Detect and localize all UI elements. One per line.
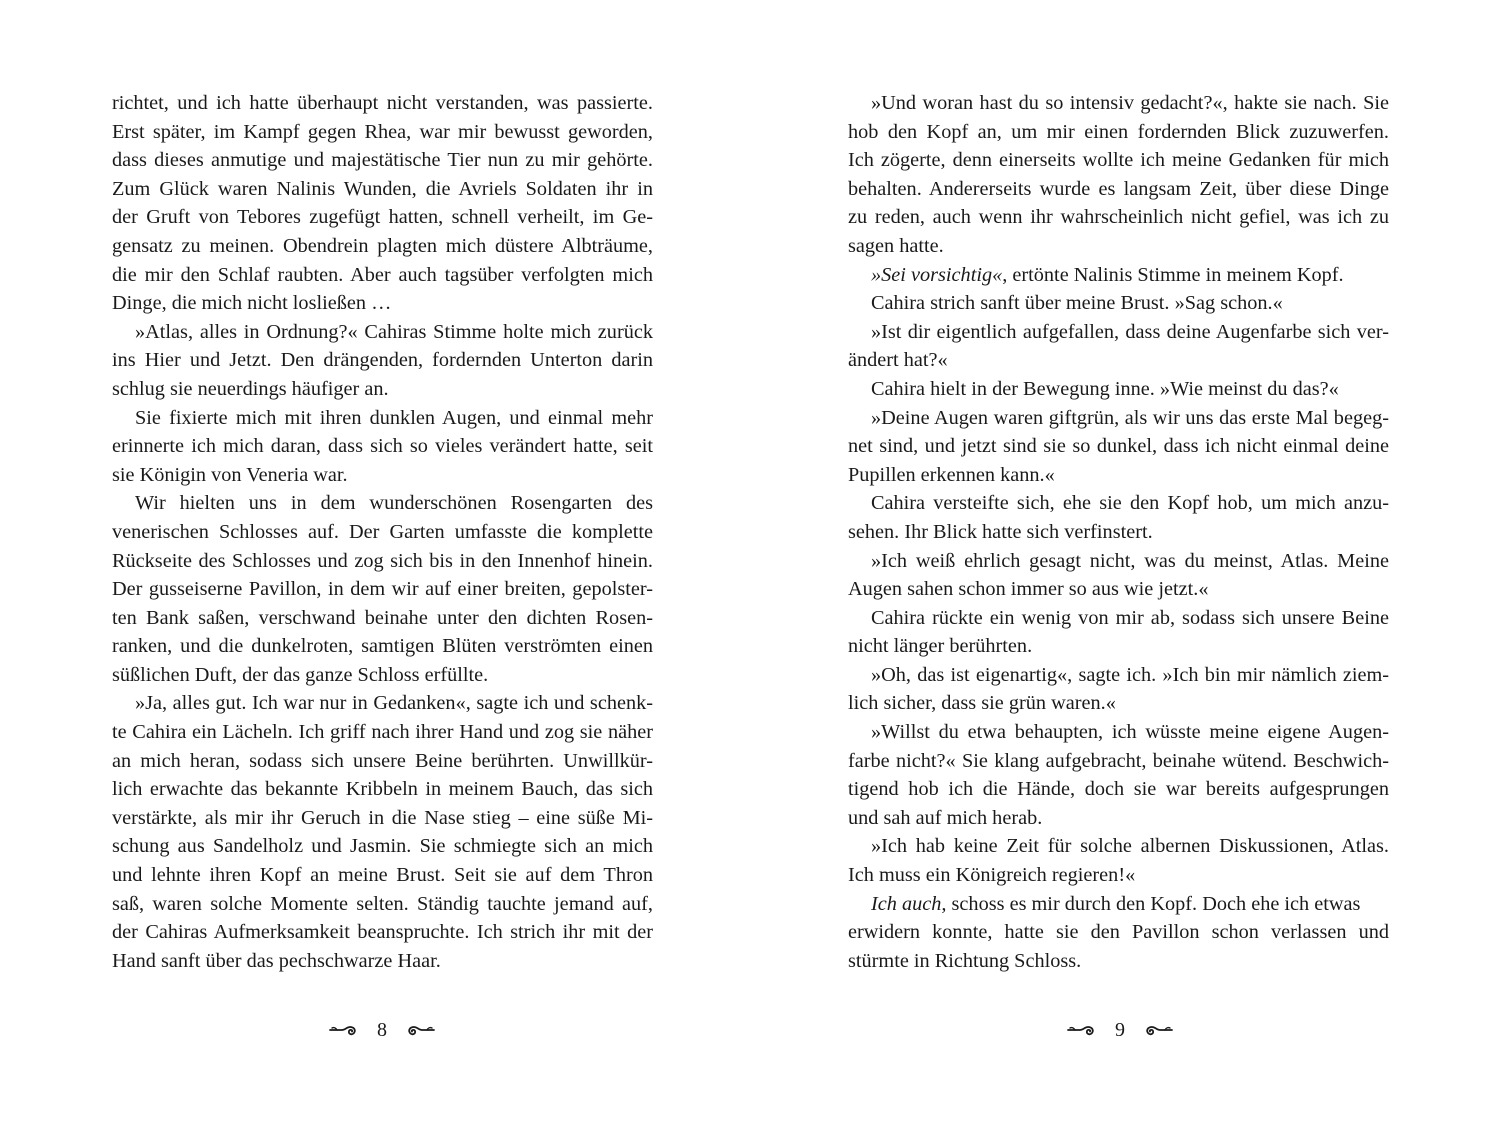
text-line: schung aus Sandelholz und Jasmin. Sie schmiegte sich an mich: [112, 835, 653, 858]
text-line: ranken, und die dunkelroten, samtigen Blüten verströmten einen: [112, 635, 653, 658]
text-line: nicht länger berührten.: [848, 635, 1033, 658]
text-line: [848, 261, 1389, 290]
text-line: Ich muss ein Königreich regieren!«: [848, 864, 1136, 887]
text-line: »Und woran hast du so intensiv gedacht?«, hakte sie nach. Sie: [871, 92, 1389, 114]
text-line: »Ich weiß ehrlich gesagt nicht, was du meinst, Atlas. Meine: [871, 549, 1389, 572]
text-line: ten Bank saßen, verschwand beinahe unter den dichten Rosen-: [112, 606, 653, 629]
text-line: Zum Glück waren Nalinis Wunden, die Avriels Soldaten ihr in: [112, 177, 653, 200]
italic-thought: Ich auch,: [871, 892, 947, 915]
text-line: »Willst du etwa behaupten, ich wüsste meine eigene Augen-: [871, 721, 1389, 744]
text-line: farbe nicht?« Sie klang aufgebracht, beinahe wütend. Beschwich-: [848, 749, 1389, 772]
text-line: sagen hatte.: [848, 234, 944, 257]
left-page-folio: [302, 1016, 462, 1044]
text-line: tigend hob ich die Hände, doch sie war bereits aufgesprungen: [848, 778, 1389, 801]
text-line: sehen. Ihr Blick hatte sich verfinstert.: [848, 520, 1153, 543]
text-line: Cahira versteifte sich, ehe sie den Kopf hob, um mich anzu-: [871, 492, 1389, 515]
text-line: lich erwachte das bekannte Kribbeln in meinem Bauch, das sich: [112, 778, 653, 801]
text-line: ändert hat?«: [848, 349, 948, 372]
text-line: zu reden, auch wenn ihr wahrscheinlich nicht gefiel, was ich zu: [848, 206, 1389, 229]
text-line: Wir hielten uns in dem wunderschönen Rosengarten des: [135, 492, 653, 515]
text-line: süßlichen Duft, der das ganze Schloss erfüllte.: [112, 663, 489, 686]
text-line: und lehnte ihren Kopf an meine Brust. Seit sie auf dem Thron: [112, 864, 653, 887]
left-page-text: [112, 89, 653, 975]
text-line: Erst später, im Kampf gegen Rhea, war mir bewusst geworden,: [112, 120, 653, 143]
text-line: behalten. Andererseits wurde es langsam Zeit, über diese Dinge: [848, 177, 1389, 200]
text-line: [848, 890, 1389, 919]
text-line: »Ist dir eigentlich aufgefallen, dass deine Augenfarbe sich ver-: [871, 320, 1389, 343]
text-line: Augen sahen schon immer so aus wie jetzt.«: [848, 578, 1209, 601]
text-line: ins Hier und Jetzt. Den drängenden, fordernden Unterton darin: [112, 349, 653, 372]
text-line: Dinge, die mich nicht losließen …: [112, 292, 392, 315]
swirl-ornament-icon: [1143, 1023, 1173, 1037]
text-line: venerischen Schlosses auf. Der Garten umfasste die komplette: [112, 520, 653, 543]
text-line: Pupillen erkennen kann.«: [848, 463, 1055, 486]
text-line: Ich zögerte, denn einerseits wollte ich meine Gedanken für mich: [848, 149, 1389, 172]
text-line: Cahira rückte ein wenig von mir ab, sodass sich unsere Beine: [871, 606, 1389, 629]
swirl-ornament-icon: [329, 1023, 359, 1037]
text-line: »Ich hab keine Zeit für solche albernen Diskussionen, Atlas.: [871, 835, 1389, 858]
text-line: te Cahira ein Lächeln. Ich griff nach ihrer Hand und zog sie näher: [112, 721, 653, 744]
text-line: sie Königin von Veneria war.: [112, 463, 348, 486]
swirl-ornament-icon: [1067, 1023, 1097, 1037]
text-line: hob den Kopf an, um mir einen fordernden Blick zuzuwerfen.: [848, 120, 1389, 143]
page-number: 9: [1115, 1019, 1125, 1041]
text-line: Cahira hielt in der Bewegung inne. »Wie meinst du das?«: [871, 377, 1339, 400]
text-line: saß, waren solche Momente selten. Ständig tauchte jemand auf,: [112, 892, 653, 915]
text-line: Sie fixierte mich mit ihren dunklen Augen, und einmal mehr: [135, 406, 653, 429]
text-run: schoss es mir durch den Kopf. Doch ehe ich etwas: [946, 892, 1361, 915]
swirl-ornament-icon: [405, 1023, 435, 1037]
text-line: Der gusseiserne Pavillon, in dem wir auf einer breiten, gepolster-: [112, 578, 653, 601]
text-line: erwidern konnte, hatte sie den Pavillon schon verlassen und: [848, 921, 1389, 944]
text-line: verstärkte, als mir ihr Geruch in die Nase stieg – eine süße Mi-: [112, 806, 653, 829]
text-line: richtet, und ich hatte überhaupt nicht verstanden, was passierte.: [112, 92, 653, 114]
text-line: Cahira strich sanft über meine Brust. »Sag schon.«: [871, 292, 1283, 315]
text-line: an mich heran, sodass sich unsere Beine berührten. Unwillkür-: [112, 749, 653, 772]
text-line: die mir den Schlaf raubten. Aber auch tagsüber verfolgten mich: [112, 263, 653, 286]
right-page-text: [848, 89, 1389, 975]
text-line: der Gruft von Tebores zugefügt hatten, schnell verheilt, im Ge-: [112, 206, 653, 229]
text-line: schlug sie neuerdings häufiger an.: [112, 377, 389, 400]
text-line: erinnerte ich mich daran, dass sich so vieles verändert hatte, seit: [112, 435, 653, 458]
text-line: dass dieses anmutige und majestätische Tier nun zu mir gehörte.: [112, 149, 653, 172]
text-line: der Cahiras Aufmerksamkeit beanspruchte. Ich strich ihr mit der: [112, 921, 653, 944]
text-line: »Ja, alles gut. Ich war nur in Gedanken«, sagte ich und schenk-: [135, 692, 653, 715]
text-line: gensatz zu meinen. Obendrein plagten mich düstere Albträume,: [112, 234, 653, 257]
text-run: , ertönte Nalinis Stimme in meinem Kopf.: [1002, 263, 1344, 286]
text-line: und sah auf mich herab.: [848, 806, 1043, 829]
text-line: »Deine Augen waren giftgrün, als wir uns das erste Mal begeg-: [871, 406, 1389, 429]
text-line: »Atlas, alles in Ordnung?« Cahiras Stimme holte mich zurück: [135, 320, 653, 343]
text-line: stürmte in Richtung Schloss.: [848, 949, 1082, 972]
right-page-folio: [1040, 1016, 1200, 1044]
text-line: lich sicher, dass sie grün waren.«: [848, 692, 1116, 715]
text-line: »Oh, das ist eigenartig«, sagte ich. »Ich bin mir nämlich ziem-: [871, 663, 1389, 686]
text-line: net sind, und jetzt sind sie so dunkel, dass ich nicht einmal deine: [848, 435, 1389, 458]
text-line: Hand sanft über das pechschwarze Haar.: [112, 949, 441, 972]
text-line: Rückseite des Schlosses und zog sich bis in den Innenhof hinein.: [112, 549, 653, 572]
italic-speech: »Sei vorsichtig«: [871, 263, 1003, 286]
page-number: 8: [377, 1019, 387, 1041]
right-page: [750, 0, 1500, 1136]
